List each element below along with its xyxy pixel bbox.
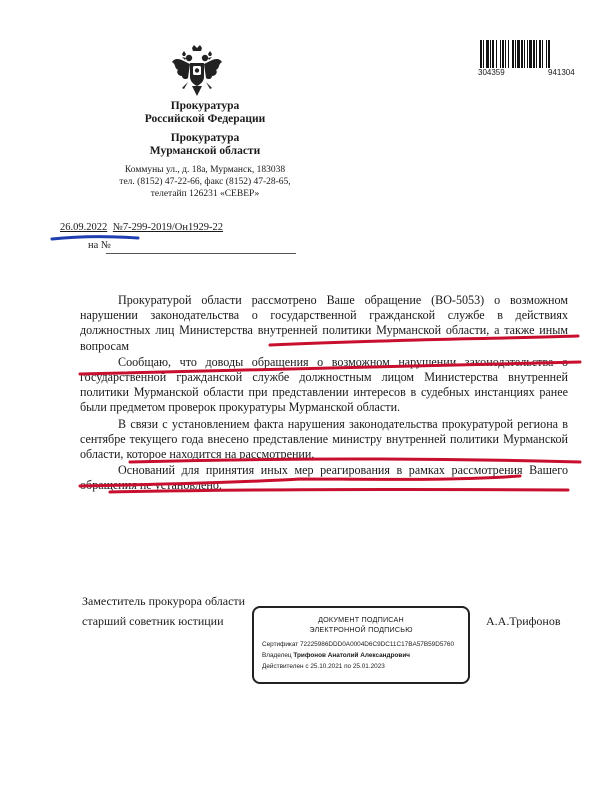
signer-position-1: Заместитель прокурора области (82, 594, 246, 608)
org-line-3: Прокуратура (170, 132, 240, 144)
address-line-3: телетайп 126231 «СЕВЕР» (150, 189, 260, 199)
stamp-valid-label: Действителен (262, 663, 304, 670)
na-nomer-label: на № (88, 240, 111, 251)
letter-body (80, 293, 568, 495)
org-address (90, 164, 320, 200)
signer-position-2: старший советник юстиции (82, 614, 224, 628)
letter-number: №7-299-2019/Он1929-22 (112, 222, 224, 233)
stamp-valid-row (262, 661, 468, 672)
paragraph-4: Оснований для принятия иных мер реагирования в рамках рассмотрения Вашего обращения не установлено. (80, 463, 568, 493)
signer-name: А.А.Трифонов (486, 614, 561, 628)
stamp-title-line-1: ДОКУМЕНТ ПОДПИСАН (318, 615, 404, 624)
electronic-signature-stamp (252, 606, 470, 684)
na-nomer-line (106, 253, 296, 254)
stamp-owner-value: Трифонов Анатолий Александрович (293, 652, 410, 659)
barcode-number-right: 941304 (548, 68, 575, 77)
org-line-1: Прокуратура (170, 100, 240, 112)
barcode-number-left: 304359 (478, 68, 505, 77)
stamp-owner-row (262, 650, 468, 661)
stamp-cert-value: 72225986DDD0A0004D6C9DC11C17BA57B59D5760 (299, 641, 455, 648)
barcode-icon (478, 40, 578, 68)
stamp-title (254, 615, 468, 635)
russian-eagle-emblem-icon (170, 44, 224, 100)
address-line-1: Коммуны ул., д. 18а, Мурманск, 183038 (124, 165, 286, 175)
stamp-owner-label: Владелец (262, 652, 292, 659)
stamp-valid-value: с 25.10.2021 по 25.01.2023 (305, 663, 385, 670)
paragraph-1: Прокуратурой области рассмотрено Ваше обращение (ВО-5053) о возможном нарушении законодательства о государственной гражданской службе в действиях должностных лиц Министерства внутренней политики Мурманской области, а также иным вопросам (80, 293, 568, 353)
paragraph-2: Сообщаю, что доводы обращения о возможном нарушении законодательства о государственной гражданской службе должностным лицом Министерства внутренней политики Мурманской области при представлении интересов в судебных инстанциях ранее были предметом проверок прокуратуры Мурманской области. (80, 354, 568, 415)
org-line-4: Мурманской области (149, 145, 261, 157)
stamp-cert-label: Сертификат (262, 641, 299, 648)
stamp-title-line-2: ЭЛЕКТРОННОЙ ПОДПИСЬЮ (309, 625, 413, 634)
letter-date: 26.09.2022 (60, 222, 108, 233)
address-line-2: тел. (8152) 47-22-66, факс (8152) 47-28-65, (119, 177, 291, 187)
org-header (110, 100, 300, 158)
stamp-certificate-row (262, 639, 468, 650)
reference-line (60, 222, 223, 233)
org-line-2: Российской Федерации (144, 113, 266, 125)
paragraph-3: В связи с установлением факта нарушения законодательства прокуратурой региона в сентябре текущего года внесено представление министру внутренней политики Мурманской области, которое находится на рассмотрении. (80, 416, 568, 462)
